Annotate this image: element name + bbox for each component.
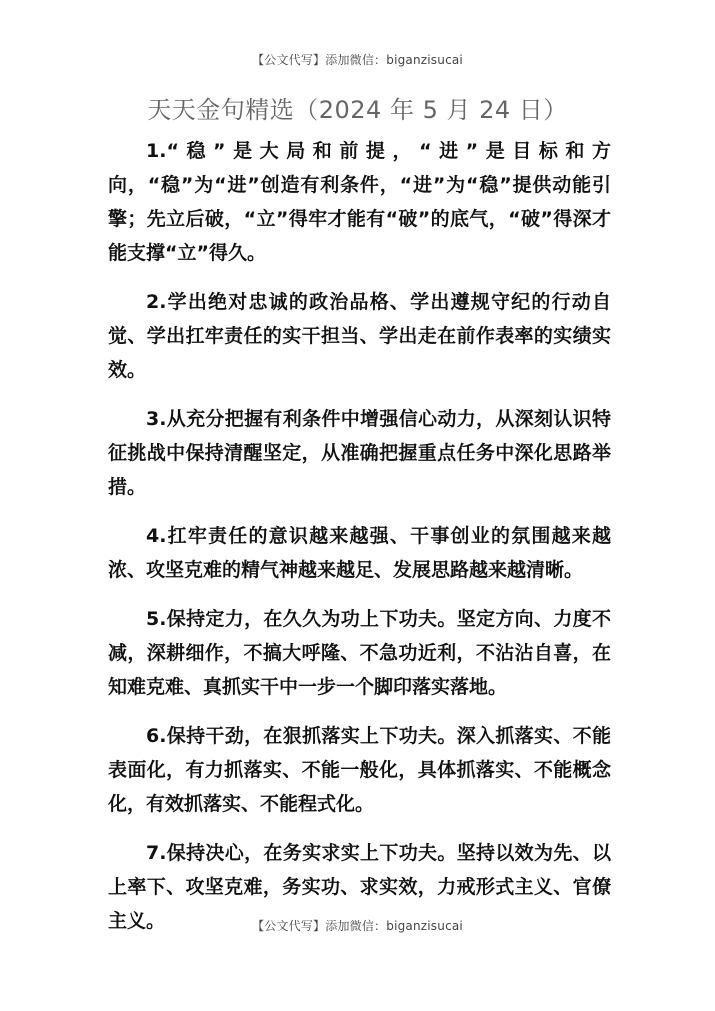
paragraph-2: 2.学出绝对忠诚的政治品格、学出遵规守纪的行动自觉、学出扛牢责任的实干担当、学出走在前作表率的实绩实效。 [108,291,611,381]
paragraph-1: 1.“稳”是大局和前提，“进”是目标和方向，“稳”为“进”创造有利条件，“进”为“稳”提供动能引擎；先立后破，“立”得牢才能有“破”的底气，“破”得深才能支撑“立”得久。 [108,140,611,264]
paragraph-7: 7.保持决心，在务实求实上下功夫。坚持以效为先、以上率下、攻坚克难，务实功、求实效，力戒形式主义、官僚主义。 [108,842,611,932]
paragraph-3: 3.从充分把握有利条件中增强信心动力，从深刻认识特征挑战中保持清醒坚定，从准确把握重点任务中深化思路举措。 [108,408,611,498]
document-body [108,134,611,953]
page-title: 天天金句精选（2024 年 5 月 24 日） [147,96,568,124]
paragraph-5: 5.保持定力，在久久为功上下功夫。坚定方向、力度不减，深耕细作，不搞大呼隆、不急功近利，不沾沾自喜，在知难克难、真抓实干中一步一个脚印落实落地。 [108,608,611,698]
header-watermark-note: 【公文代写】添加微信：biganzisucai [252,53,463,67]
paragraph-4: 4.扛牢责任的意识越来越强、干事创业的氛围越来越浓、攻坚克难的精气神越来越足、发展思路越来越清晰。 [108,525,611,581]
paragraph-6: 6.保持干劲，在狠抓落实上下功夫。深入抓落实、不能表面化，有力抓落实、不能一般化，具体抓落实、不能概念化，有效抓落实、不能程式化。 [108,725,611,815]
footer-watermark-note: 【公文代写】添加微信：biganzisucai [252,919,463,933]
